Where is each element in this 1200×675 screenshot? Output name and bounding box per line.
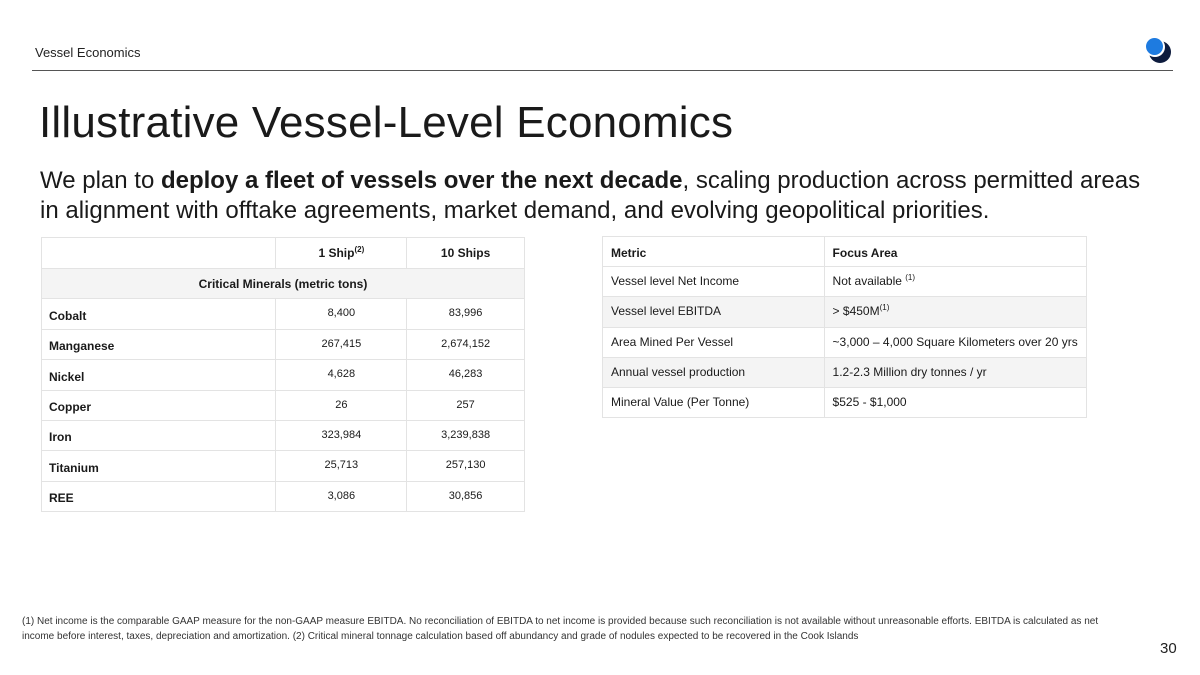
vessel-metrics-table xyxy=(602,236,1087,418)
metric-name: Vessel level EBITDA xyxy=(603,297,825,327)
subtitle-suffix: , scaling production across permitted areas in alignment with offtake agreements, market demand, and evolving geopolitical priorities. xyxy=(40,167,1141,224)
page-title: Illustrative Vessel-Level Economics xyxy=(39,98,734,147)
header-divider xyxy=(32,70,1173,71)
header-metric: Metric xyxy=(603,237,825,267)
metric-name: Area Mined Per Vessel xyxy=(603,327,825,357)
table-row xyxy=(42,451,525,481)
table-row xyxy=(42,329,525,359)
section-label: Vessel Economics xyxy=(35,45,141,60)
ten-ships-value: 257 xyxy=(407,390,525,420)
mineral-name: Manganese xyxy=(42,329,276,359)
ten-ships-value: 30,856 xyxy=(407,481,525,511)
focus-footnote: (1) xyxy=(879,303,890,313)
mineral-name: REE xyxy=(42,481,276,511)
metric-name: Mineral Value (Per Tonne) xyxy=(603,387,825,417)
mineral-name: Nickel xyxy=(42,360,276,390)
ten-ships-value: 2,674,152 xyxy=(407,329,525,359)
table-row xyxy=(603,327,1087,357)
header-one-ship xyxy=(276,238,407,269)
one-ship-value: 8,400 xyxy=(276,299,407,329)
ten-ships-value: 83,996 xyxy=(407,299,525,329)
focus-text: Not available xyxy=(832,274,906,289)
metric-name: Vessel level Net Income xyxy=(603,267,825,297)
company-logo-icon xyxy=(1143,35,1173,65)
ten-ships-value: 46,283 xyxy=(407,360,525,390)
mineral-name: Cobalt xyxy=(42,299,276,329)
mineral-name: Titanium xyxy=(42,451,276,481)
footnote: (1) Net income is the comparable GAAP measure for the non-GAAP measure EBITDA. No reconciliation of EBITDA to net income is provided because such reconciliation is not available without unreasonable efforts. EBITDA is calculated as net income before interest, taxes, depreciation and amortization. (2) Critical mineral tonnage calculation based off abundancy and grade of nodules expected to be recovered in the Cook Islands xyxy=(22,616,1099,642)
ten-ships-value: 257,130 xyxy=(407,451,525,481)
metric-name: Annual vessel production xyxy=(603,357,825,387)
one-ship-value: 4,628 xyxy=(276,360,407,390)
one-ship-value: 323,984 xyxy=(276,420,407,450)
header-blank-cell xyxy=(42,238,276,269)
table-row xyxy=(42,390,525,420)
table-row xyxy=(42,481,525,511)
table-header-row xyxy=(603,237,1087,267)
page-subtitle xyxy=(40,166,1160,226)
mineral-name: Copper xyxy=(42,390,276,420)
table-row xyxy=(603,357,1087,387)
focus-value xyxy=(824,387,1086,417)
focus-text: $525 - $1,000 xyxy=(832,394,907,409)
subtitle-prefix: We plan to xyxy=(40,167,161,194)
focus-footnote: (1) xyxy=(905,273,916,283)
one-ship-value: 26 xyxy=(276,390,407,420)
focus-value xyxy=(824,297,1086,327)
section-row xyxy=(42,269,525,299)
header-one-ship-label: 1 Ship xyxy=(318,246,355,260)
table-header-row xyxy=(42,238,525,269)
subtitle-bold: deploy a fleet of vessels over the next decade xyxy=(160,167,683,194)
table-row xyxy=(42,420,525,450)
mineral-name: Iron xyxy=(42,420,276,450)
section-label-cell: Critical Minerals (metric tons) xyxy=(42,269,525,299)
focus-value xyxy=(824,327,1086,357)
critical-minerals-table xyxy=(41,237,525,512)
header-ten-ships: 10 Ships xyxy=(407,238,525,269)
one-ship-value: 3,086 xyxy=(276,481,407,511)
table-row xyxy=(603,297,1087,327)
table-row xyxy=(603,387,1087,417)
focus-text: 1.2-2.3 Million dry tonnes / yr xyxy=(832,364,987,379)
table-row xyxy=(42,299,525,329)
header-one-ship-footnote: (2) xyxy=(354,245,365,254)
one-ship-value: 25,713 xyxy=(276,451,407,481)
ten-ships-value: 3,239,838 xyxy=(407,420,525,450)
table-row xyxy=(603,267,1087,297)
focus-text: > $450M xyxy=(832,304,880,319)
focus-value xyxy=(824,267,1086,297)
focus-value xyxy=(824,357,1086,387)
page-number: 30 xyxy=(1160,640,1177,657)
header-focus-area: Focus Area xyxy=(824,237,1086,267)
one-ship-value: 267,415 xyxy=(276,329,407,359)
focus-text: ~3,000 – 4,000 Square Kilometers over 20 yrs xyxy=(832,334,1078,349)
table-row xyxy=(42,360,525,390)
